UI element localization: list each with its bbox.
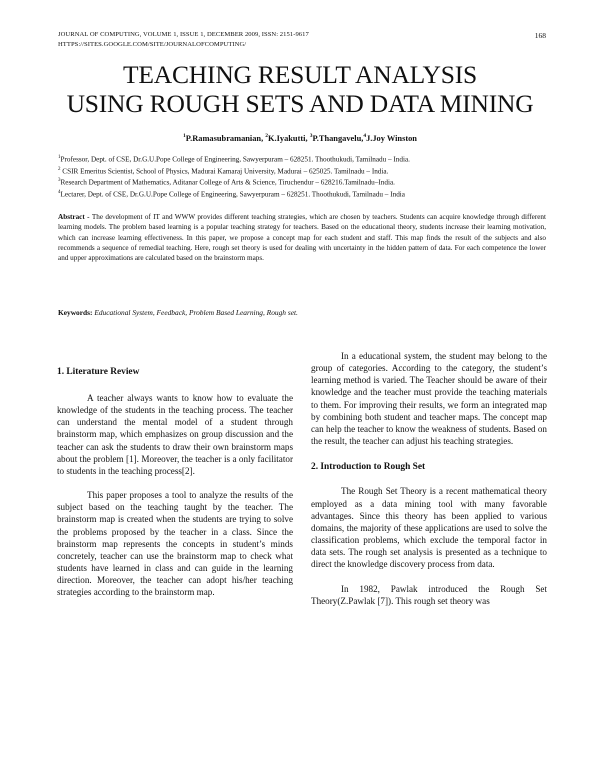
abstract (58, 212, 546, 263)
affiliation-3-text: Research Department of Mathematics, Aditanar College of Arts & Science, Tiruchendur – 628216.Tamilnadu–India. (60, 178, 395, 187)
author-1: P.Ramasubramanian, (185, 133, 266, 143)
section-1-heading: 1. Literature Review (57, 367, 140, 377)
affiliation-4-text: Lectarer, Dept. of CSE, Dr.G.U.Pope College of Engineering, Sawyerpuram – 628251. Thoothukudi, Tamilnadu – India (60, 190, 405, 199)
keywords (58, 308, 298, 317)
affiliation-2-text: CSIR Emeritus Scientist, School of Physics, Madurai Kamaraj University, Madurai – 625025. Tamilnadu – India. (60, 166, 389, 175)
journal-line-2: HTTPS://SITES.GOOGLE.COM/SITE/JOURNALOFCOMPUTING/ (58, 40, 247, 48)
abstract-text: The development of IT and WWW provides different teaching strategies, which are chosen by teachers. Students can acquire knowledge through different learning models. The problem based learning is a popular teaching strategy for teachers. Based on the educational theory, students increase their learning motivation, which can increase learning effectiveness. In this paper, we propose a concept map for each student and staff. This map finds the result of the subjects and also recommends a sequence of remedial teaching. Here, rough set theory is used for dealing with uncertainty in the hidden pattern of data. For each competence the lower and upper approximations are calculated based on the brainstorm maps. (58, 213, 547, 263)
section-1-paragraph-1: A teacher always wants to know how to evaluate the knowledge of the students in the teaching process. The teacher can understand the mental model of a student through brainstorm map, which emphasizes on group discussion and the teacher can ask the students to draw their own brainstorm maps about the problem [1]. Moreover, the teacher is a only facilitator to students in the teaching process[2]. (57, 393, 293, 476)
paper-title (0, 60, 600, 118)
author-3-marker: 3 (309, 133, 313, 139)
title-line-1: TEACHING RESULT ANALYSIS (123, 60, 477, 89)
affiliation-4 (58, 188, 558, 200)
page-number: 168 (534, 31, 546, 40)
section-1-paragraph-3: In a educational system, the student may belong to the group of categories. According to the category, the student’s learning method is varied. The Teacher should be aware of their knowledge and the teacher must provide the teaching materials to them. For improving their results, we form an integrated map by combining both student and teacher maps. The concept map can help the teacher to know the weakness of students. Based on the result, the teacher can adjust his teaching strategies. (311, 351, 547, 447)
affiliation-1 (58, 153, 558, 165)
affiliations (58, 153, 558, 199)
section-1-paragraph-2: This paper proposes a tool to analyze the results of the subject based on the teaching taught by the teacher. The brainstorm map is created when the students are trying to solve the problems proposed by the teacher in a class. Since the brainstorm map represents the concepts in student’s minds concretely, teacher can use the brainstorm map to check what students have learned in class and can guide in the learning direction. Moreover, the teacher can adopt his/her teaching strategies according to the brainstorm map. (57, 490, 293, 598)
affiliation-2 (58, 165, 558, 177)
left-column (57, 367, 293, 599)
title-line-2: USING ROUGH SETS AND DATA MINING (66, 89, 534, 118)
abstract-label: Abstract - (58, 213, 92, 221)
keywords-label: Keywords: (58, 308, 95, 317)
affiliation-4-marker: 4 (58, 189, 61, 195)
affiliation-1-marker: 1 (58, 155, 61, 160)
right-column (311, 350, 547, 607)
affiliation-3-marker: 3 (58, 178, 61, 184)
author-1-marker: 1 (183, 133, 186, 139)
author-4: J.Joy Winston (366, 133, 417, 143)
author-2-marker: 2 (265, 133, 269, 139)
section-2-paragraph-1: The Rough Set Theory is a recent mathematical theory employed as a data mining tool with many favorable advantages. Since this theory has been applied to various domains, the majority of these applications are used to solve the classification problems, which exclude the temporal factor in data sets. The rough set analysis is presented as a technique to direct the knowledge discovery process from data. (311, 486, 547, 570)
journal-header (58, 30, 309, 49)
keywords-text: Educational System, Feedback, Problem Based Learning, Rough set. (94, 308, 298, 317)
author-2: K.Iyakutti, (268, 133, 310, 143)
affiliation-1-text: Professor, Dept. of CSE, Dr.G.U.Pope College of Engineering, Sawyerpuram – 628251. Thoothukudi, Tamilnadu – India. (60, 155, 410, 164)
author-3: P.Thangavelu, (312, 133, 364, 143)
affiliation-3 (58, 176, 558, 188)
affiliation-2-marker: 2 (58, 166, 61, 172)
author-4-marker: 4 (363, 133, 367, 139)
section-2-heading: 2. Introduction to Rough Set (311, 462, 426, 473)
section-2-paragraph-2: In 1982, Pawlak introduced the Rough Set Theory(Z.Pawlak [7]). This rough set theory was (311, 583, 547, 606)
author-list (0, 133, 600, 143)
journal-line-1: JOURNAL OF COMPUTING, VOLUME 1, ISSUE 1, DECEMBER 2009, ISSN: 2151-9617 (58, 31, 309, 38)
